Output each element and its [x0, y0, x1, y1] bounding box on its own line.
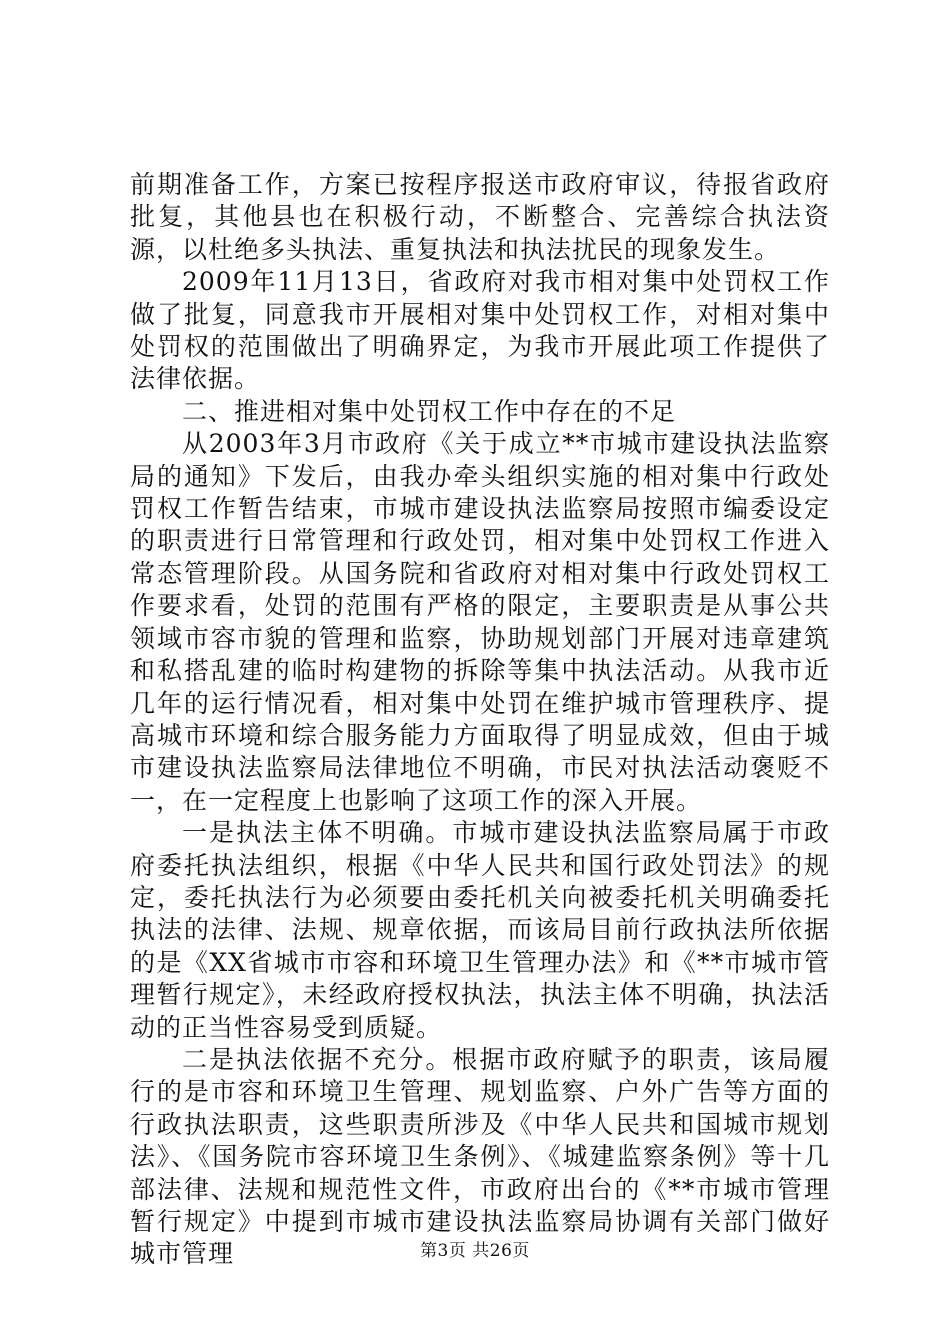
paragraph-approval: 2009年11月13日，省政府对我市相对集中处罚权工作做了批复，同意我市开展相对集中处罚权工作，对相对集中处罚权的范围做出了明确界定，为我市开展此项工作提供了法律依据。 [130, 267, 830, 394]
paragraph-background: 从2003年3月市政府《关于成立**市城市建设执法监察局的通知》下发后，由我办牵头组织实施的相对集中行政处罚权工作暂告结束，市城市建设执法监察局按照市编委设定的职责进行日常管理和行政处罚，相对集中处罚权工作进入常态管理阶段。从国务院和省政府对相对集中行政处罚权工作要求看，处罚的范围有严格的限定，主要职责是从事公共领域市容市貌的管理和监察，协助规划部门开展对违章建筑和私搭乱建的临时构建物的拆除等集中执法活动。从我市近几年的运行情况看，相对集中处罚在维护城市管理秩序、提高城市环境和综合服务能力方面取得了明显成效，但由于城市建设执法监察局法律地位不明确，市民对执法活动褒贬不一，在一定程度上也影响了这项工作的深入开展。 [130, 429, 830, 815]
paragraph-point-two: 二是执法依据不充分。根据市政府赋予的职责，该局履行的是市容和环境卫生管理、规划监察、户外广告等方面的行政执法职责，这些职责所涉及《中华人民共和国城市规划法》、《国务院市容环境卫生条例》、《城建监察条例》等十几部法律、法规和规范性文件，市政府出台的《**市城市管理暂行规定》中提到市城市建设执法监察局协调有关部门做好城市管理 [130, 1044, 830, 1269]
paragraph-point-one: 一是执法主体不明确。市城市建设执法监察局属于市政府委托执法组织，根据《中华人民共和国行政处罚法》的规定，委托执法行为必须要由委托机关向被委托机关明确委托执法的法律、法规、规章依据，而该局目前行政执法所依据的是《XX省城市市容和环境卫生管理办法》和《**市城市管理暂行规定》，未经政府授权执法，执法主体不明确，执法活动的正当性容易受到质疑。 [130, 818, 830, 1042]
document-body [130, 169, 830, 1271]
paragraph-continuation: 前期准备工作，方案已按程序报送市政府审议，待报省政府批复，其他县也在积极行动，不断整合、完善综合执法资源，以杜绝多头执法、重复执法和执法扰民的现象发生。 [130, 170, 830, 264]
section-heading: 二、推进相对集中处罚权工作中存在的不足 [182, 396, 677, 426]
page-number-footer: 第3页 共26页 [420, 1241, 530, 1261]
